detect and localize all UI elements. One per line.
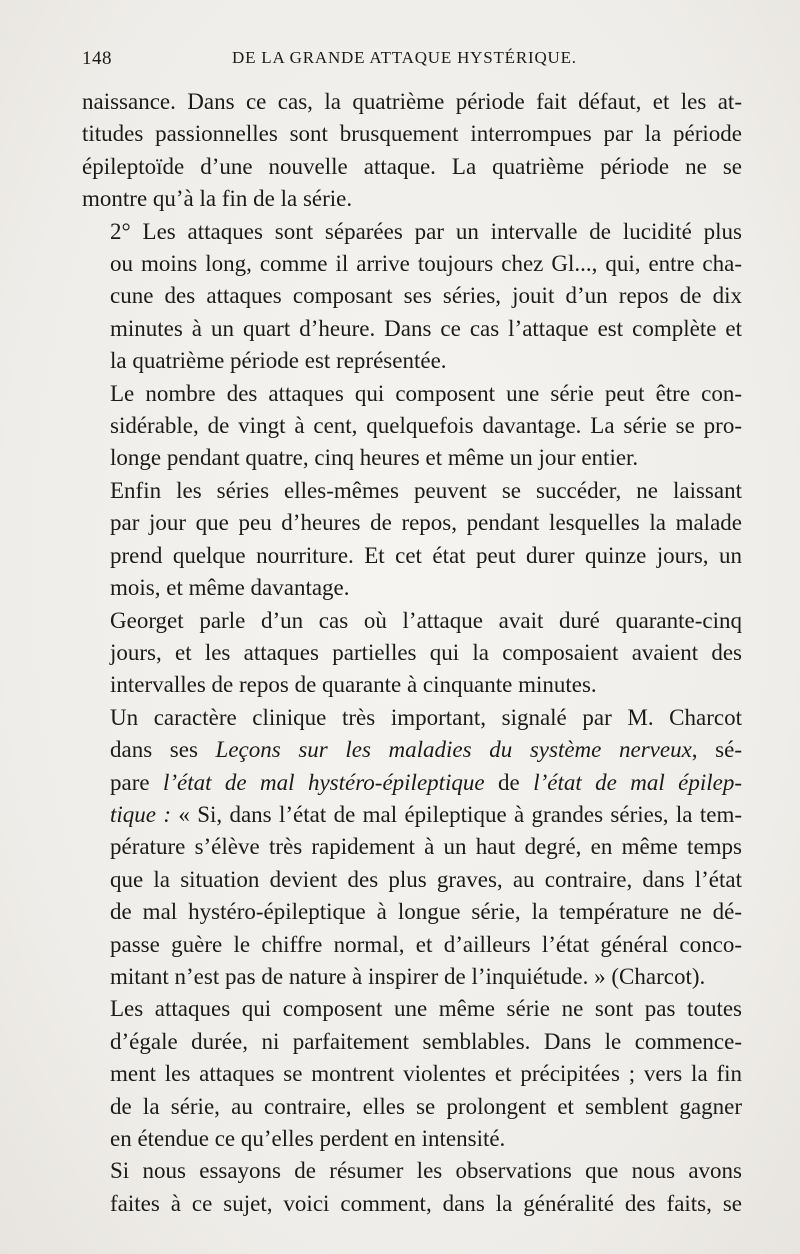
text-line: par jour que peu d’heures de repos, pendant lesquelles la malade [110, 510, 742, 536]
text-segment: Un caractère clinique très important, signalé par M. Charcot [110, 704, 742, 730]
text-line: ment les attaques se montrent violentes et précipitées ; vers la fin [110, 1061, 742, 1087]
text-segment: dans ses [110, 737, 216, 763]
page-header [82, 44, 742, 74]
italic-title: Leçons sur les maladies du système nerveux [215, 737, 692, 763]
text-line: épileptoïde d’une nouvelle attaque. La quatrième période ne se [82, 153, 742, 179]
text-line: 2° Les attaques sont séparées par un intervalle de lucidité plus [110, 218, 742, 244]
text-line: minutes à un quart d’heure. Dans ce cas l’attaque est complète et [110, 315, 742, 341]
text-segment: que la situation devient des plus graves, au contraire, dans l’état [110, 866, 742, 892]
paragraph [82, 702, 742, 994]
text-segment: de [484, 769, 534, 795]
italic-title: l’état de mal épilep- [533, 769, 743, 795]
text-line [82, 831, 742, 863]
text-segment: pérature s’élève très rapidement à un haut degré, en même temps [110, 834, 742, 860]
text-line: Enfin les séries elles-mêmes peuvent se succéder, ne laissant [110, 477, 742, 503]
text-line: en étendue ce qu’elles perdent en intensité. [110, 1126, 506, 1151]
text-segment: de mal hystéro-épileptique à longue série, la température ne dé- [110, 899, 742, 925]
text-segment: pare [110, 769, 163, 795]
text-segment: passe guère le chiffre normal, et d’ailleurs l’état général conco- [110, 931, 742, 957]
text-line: Si nous essayons de résumer les observations que nous avons [110, 1158, 742, 1184]
text-line: Le nombre des attaques qui composent une série peut être con- [110, 380, 742, 406]
text-line [82, 896, 742, 928]
paragraph [82, 475, 742, 605]
running-head: DE LA GRANDE ATTAQUE HYSTÉRIQUE. [232, 48, 577, 67]
text-line: la quatrième période est représentée. [110, 348, 447, 374]
body-text [82, 86, 742, 1220]
paragraph [82, 86, 742, 216]
text-line: de la série, au contraire, elles se prolongent et semblent gagner [110, 1093, 742, 1119]
paragraph [82, 378, 742, 475]
text-line [82, 929, 742, 961]
text-line: sidérable, de vingt à cent, quelquefois davantage. La série se pro- [110, 413, 742, 439]
paragraph [82, 216, 742, 378]
text-line [82, 734, 742, 766]
text-line [82, 767, 742, 799]
text-line [82, 961, 742, 993]
text-line: montre qu’à la fin de la série. [82, 186, 353, 212]
text-line: intervalles de repos de quarante à cinquante minutes. [110, 672, 597, 698]
paragraph [82, 1155, 742, 1220]
text-line: Les attaques qui composent une même série ne sont pas toutes [110, 996, 742, 1022]
text-line [82, 702, 742, 734]
text-line: faites à ce sujet, voici comment, dans la généralité des faits, se [110, 1190, 742, 1216]
text-line: naissance. Dans ce cas, la quatrième période fait défaut, et les at- [82, 89, 742, 114]
text-line: ou moins long, comme il arrive toujours chez Gl..., qui, entre cha- [110, 251, 742, 277]
text-line: Georget parle d’un cas où l’attaque avait duré quarante-cinq [110, 607, 742, 633]
text-segment: « Si, dans l’état de mal épileptique à grandes séries, la tem- [171, 801, 742, 827]
text-line: longe pendant quatre, cinq heures et même un jour entier. [110, 445, 639, 471]
text-segment: mitant n’est pas de nature à inspirer de l’inquiétude. » (Charcot). [110, 963, 706, 989]
paragraph [82, 993, 742, 1155]
paragraph [82, 605, 742, 702]
text-line: cune des attaques composant ses séries, jouit d’un repos de dix [110, 283, 742, 309]
page-number: 148 [82, 48, 112, 69]
text-line: titudes passionnelles sont brusquement interrompues par la période [82, 121, 742, 147]
text-line: prend quelque nourriture. Et cet état peut durer quinze jours, un [110, 542, 742, 568]
text-line: d’égale durée, ni parfaitement semblables. Dans le commence- [110, 1028, 742, 1054]
italic-title: l’état de mal hystéro-épileptique [162, 769, 485, 795]
text-line: mois, et même davantage. [110, 575, 350, 601]
text-line [82, 799, 742, 831]
italic-title: tique : [110, 801, 171, 827]
text-line [82, 864, 742, 896]
text-segment: , sé- [691, 737, 742, 763]
text-line: jours, et les attaques partielles qui la composaient avaient des [110, 639, 742, 665]
